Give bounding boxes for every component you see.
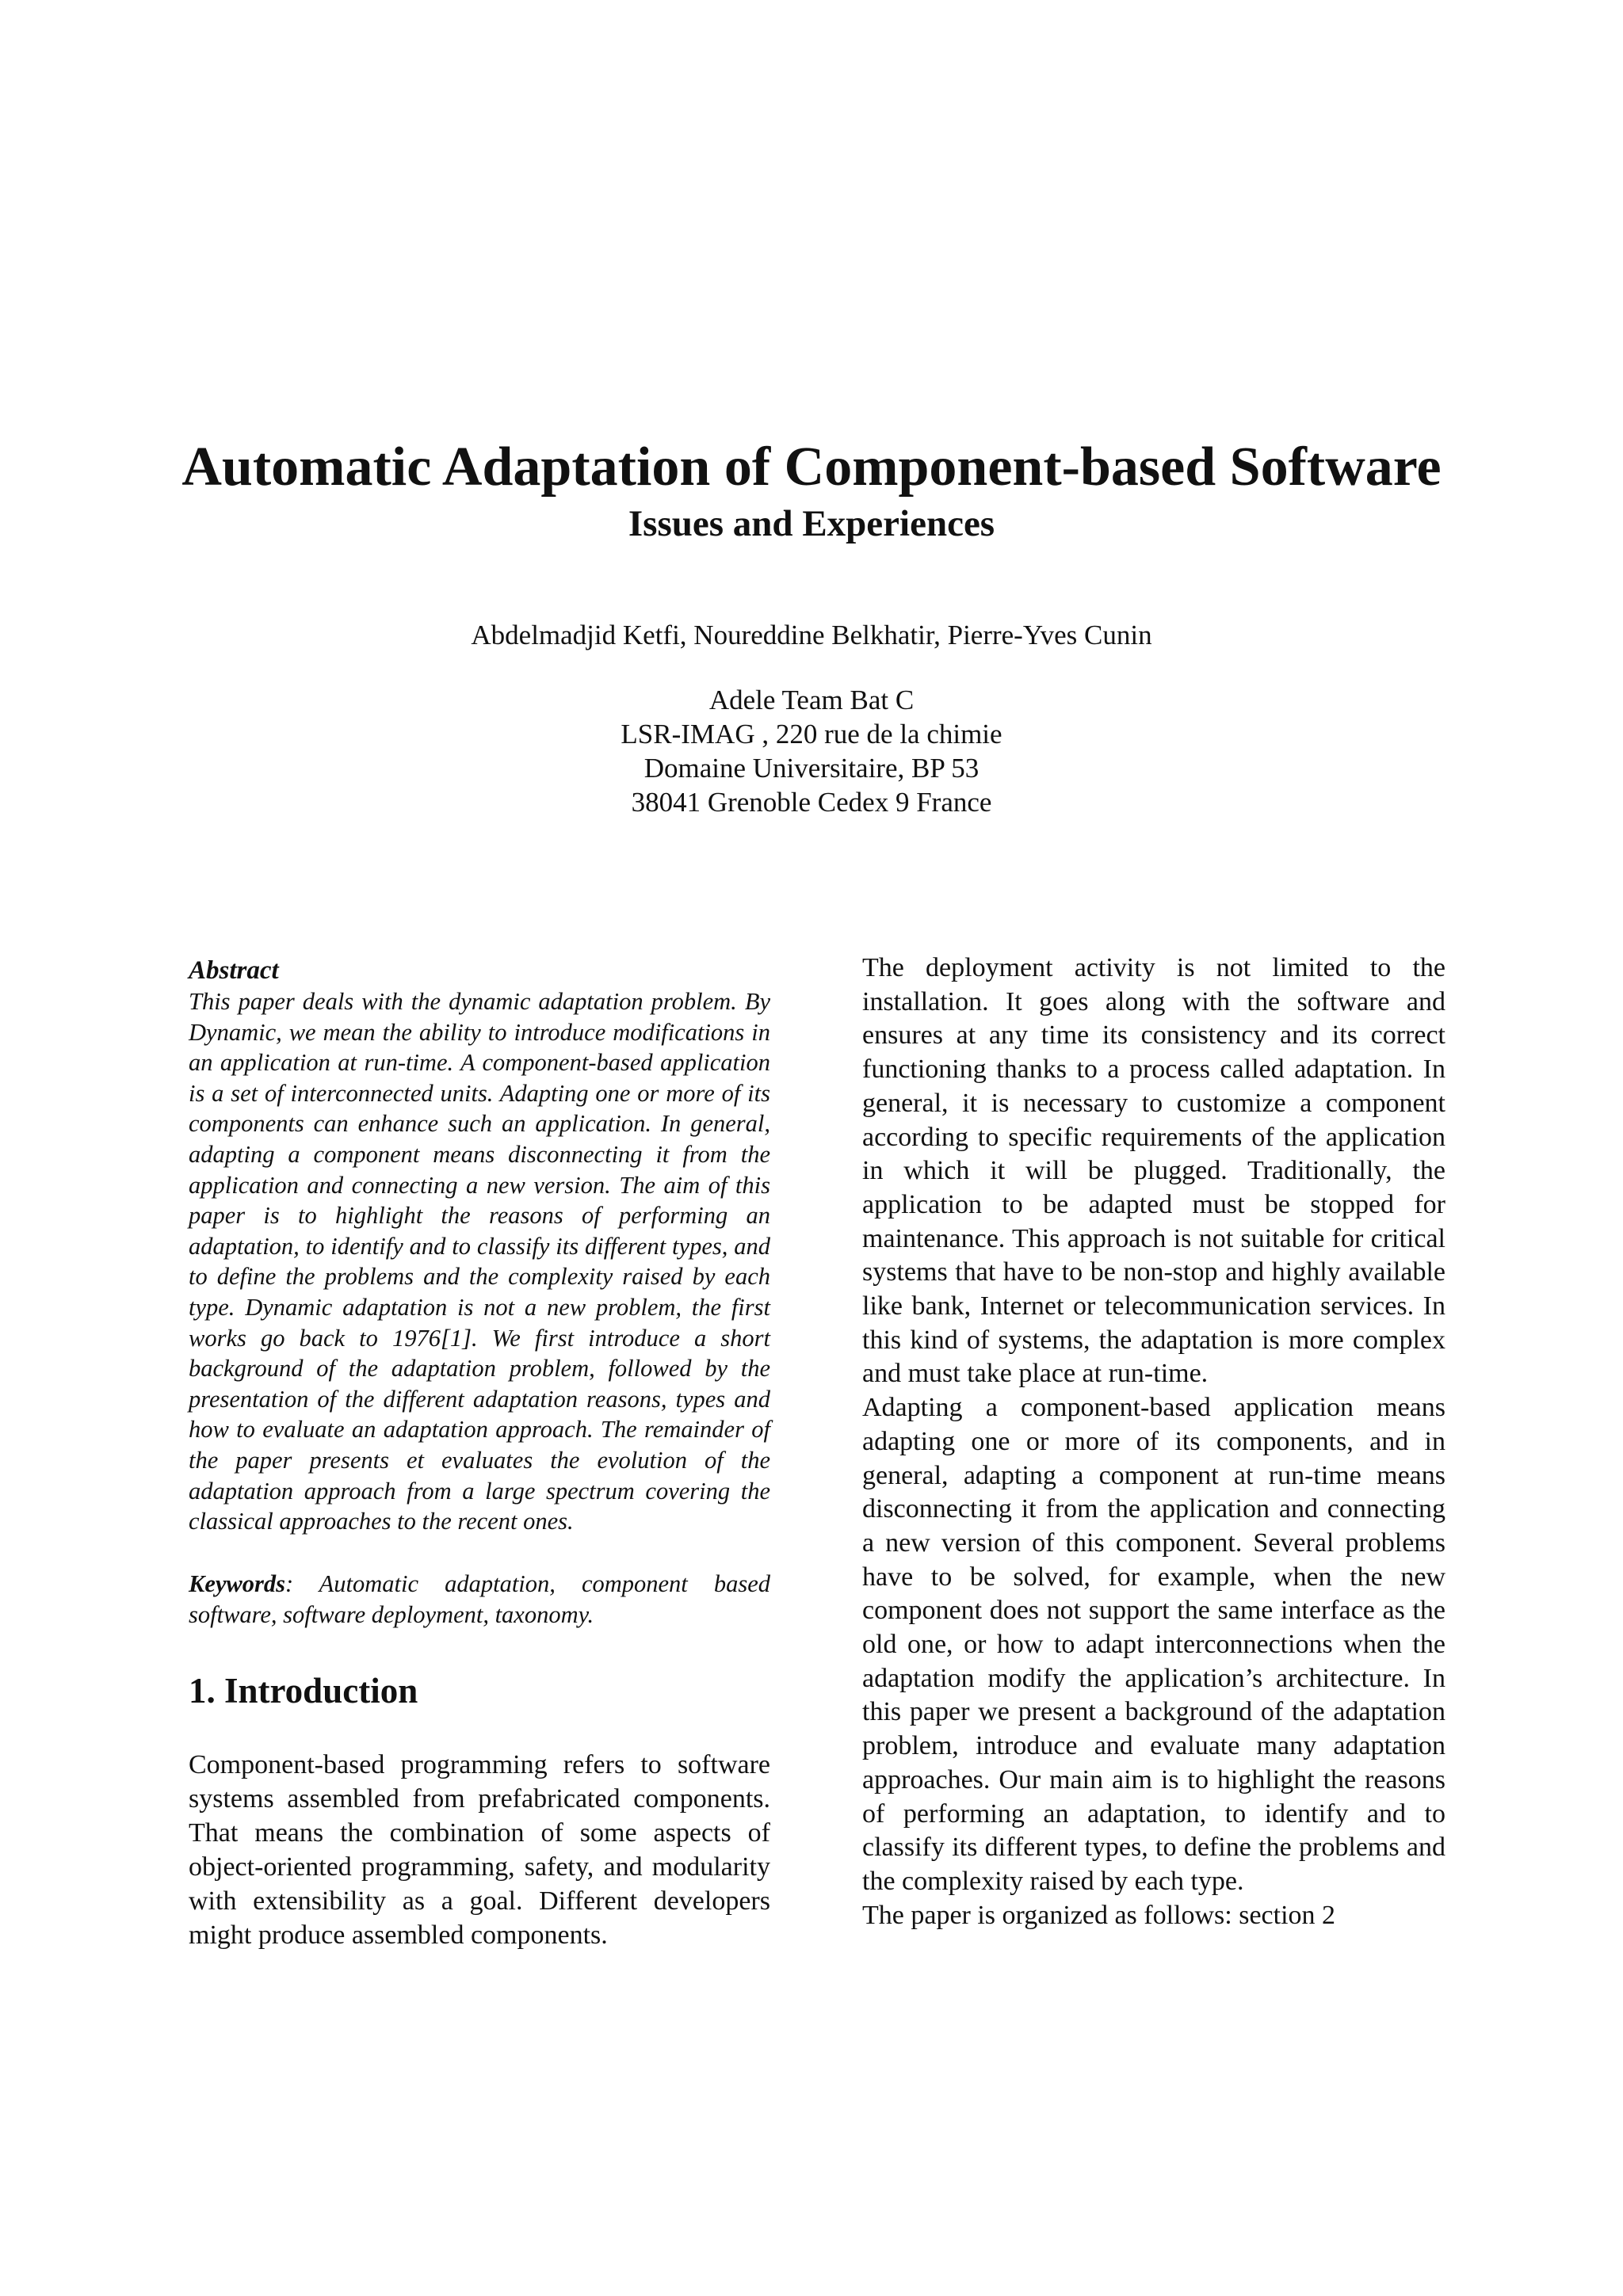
abstract-text: This paper deals with the dynamic adaptation problem. By Dynamic, we mean the ability to introduce modifications in an application at run-time. A component-based application is a set of interconnected units. Adapting one or more of its components can enhance such an application. In general, adapting a component means disconnecting it from the application and connecting a new version. The aim of this paper is to highlight the reasons of performing an adaptation, to identify and to classify its different types, and to define the problems and the complexity raised by each type. Dynamic adaptation is not a new problem, the first works go back to 1976[1]. We first introduce a short background of the adaptation problem, followed by the presentation of the different adaptation reasons, types and how to evaluate an adaptation approach. The remainder of the paper presents et evaluates the evolution of the adaptation approach from a large spectrum covering the classical approaches to the recent ones. — [189, 988, 770, 1535]
author-list: Abdelmadjid Ketfi, Noureddine Belkhatir, Pierre-Yves Cunin — [471, 620, 1152, 650]
affiliation-line: 38041 Grenoble Cedex 9 France — [631, 787, 992, 818]
left-column — [189, 955, 770, 1952]
affiliation-line: Adele Team Bat C — [708, 685, 915, 715]
affiliation-line: LSR-IMAG , 220 rue de la chimie — [621, 719, 1002, 749]
paper-subtitle: Issues and Experiences — [628, 503, 995, 544]
body-paragraph: The deployment activity is not limited to the installation. It goes along with the software and ensures at any time its consistency and its correct functioning thanks to a process called adaptation. In general, it is necessary to customize a component according to specific requirements of the application in which it will be plugged. Traditionally, the application to be adapted must be stopped for maintenance. This approach is not suitable for critical systems that have to be non-stop and highly available like bank, Internet or telecommunication services. In this kind of systems, the adaptation is more complex and must take place at run-time. — [862, 953, 1445, 1389]
affiliation-line: Domaine Universitaire, BP 53 — [643, 753, 980, 784]
section-heading-introduction: 1. Introduction — [189, 1670, 418, 1711]
right-column — [862, 952, 1445, 1932]
abstract-heading: Abstract — [189, 956, 279, 985]
paper-title: Automatic Adaptation of Component-based Software — [181, 437, 1442, 498]
keywords-text: : Automatic adaptation, component based software, software deployment, taxonomy. — [189, 1569, 770, 1628]
affiliation-block — [0, 683, 1623, 819]
introduction-paragraph: Component-based programming refers to software systems assembled from prefabricated components. That means the combination of some aspects of object-oriented programming, safety, and modularity with extensibility as a goal. Different developers might produce assembled components. — [189, 1749, 770, 1950]
keywords-label: Keywords — [189, 1569, 285, 1597]
body-paragraph: Adapting a component-based application means adapting one or more of its components, and in general, adapting a component at run-time means disconnecting it from the application and connecting a new version of this component. Several problems have to be solved, for example, when the new component does not support the same interface as the old one, or how to adapt interconnections when the adaptation modify the application’s architecture. In this paper we present a background of the adaptation problem, introduce and evaluate many adaptation approaches. Our main aim is to highlight the reasons of performing an adaptation, to identify and to classify its different types, to define the problems and the complexity raised by each type. — [862, 1393, 1445, 1896]
keywords — [189, 1569, 770, 1630]
body-paragraph: The paper is organized as follows: section 2 — [862, 1900, 1336, 1930]
